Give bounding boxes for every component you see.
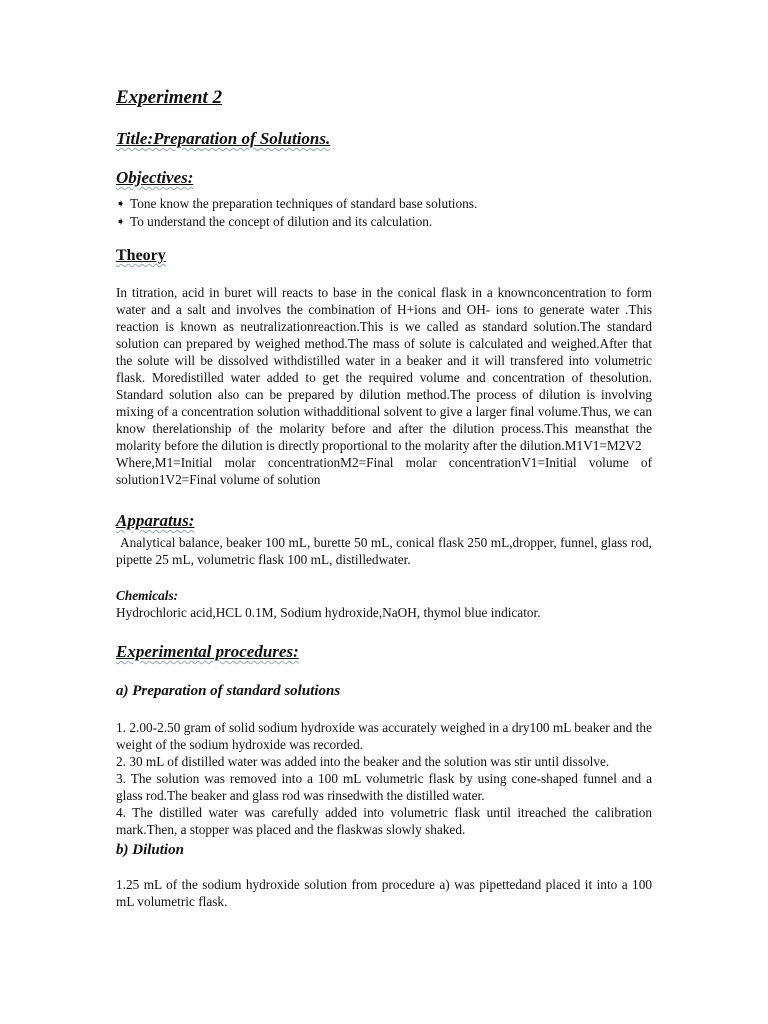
procedure-step: 2. 30 mL of distilled water was added into the beaker and the solution was stir until dissolve. (116, 754, 610, 769)
apparatus-heading-text: Apparatus: (116, 511, 195, 530)
objective-text: Tone know the preparation techniques of standard base solutions. (130, 196, 478, 211)
objectives-list (116, 195, 652, 231)
dilution-paragraph: 1.25 mL of the sodium hydroxide solution from procedure a) was pipettedand placed it into a 100 mL volumetric flask. (116, 877, 652, 909)
procedure-step: 4. The distilled water was carefully added into volumetric flask until itreached the calibration mark.Then, a stopper was placed and the flaskwas slowly shaked. (116, 805, 652, 837)
list-item (116, 195, 652, 213)
dilution-subheading: b) Dilution (116, 842, 184, 858)
procedures-heading (116, 641, 652, 663)
chemicals-paragraph: Hydrochloric acid,HCL 0.1M, Sodium hydroxide,NaOH, thymol blue indicator. (116, 605, 541, 620)
objective-text: To understand the concept of dilution and its calculation. (130, 214, 433, 229)
list-item (116, 213, 652, 231)
objectives-heading-text: Objectives: (116, 168, 194, 187)
preparation-subheading: a) Preparation of standard solutions (116, 683, 341, 699)
theory-where-paragraph: Where,M1=Initial molar concentrationM2=Final molar concentrationV1=Initial volume of solution1V2=Final volume of solution (116, 455, 652, 487)
procedures-heading-text: Experimental procedures: (116, 642, 299, 661)
document-page (116, 86, 652, 910)
objectives-heading (116, 167, 652, 189)
document-title (116, 128, 652, 150)
arrow-bullet-icon: ➧ (116, 198, 126, 210)
chemicals-heading: Chemicals: (116, 588, 179, 603)
experiment-heading: Experiment 2 (116, 87, 223, 108)
procedure-step: 1. 2.00-2.50 gram of solid sodium hydroxide was accurately weighed in a dry100 mL beaker and the weight of the sodium hydroxide was recorded. (116, 720, 652, 752)
theory-heading (116, 245, 652, 267)
apparatus-heading (116, 510, 652, 532)
theory-heading-text: Theory (116, 247, 166, 264)
preparation-steps (116, 719, 652, 838)
apparatus-paragraph: Analytical balance, beaker 100 mL, burette 50 mL, conical flask 250 mL,dropper, funnel, glass rod, pipette 25 mL, volumetric flask 100 mL, distilledwater. (116, 535, 652, 567)
theory-paragraph: In titration, acid in buret will reacts to base in the conical flask in a knownconcentration to form water and a salt and involves the combination of H+ions and OH- ions to generate water .This reaction is known as neutralizationreaction.This is we called as standard solution.The standard solution can prepared by weighed method.The mass of solute is calculated and weighed.After that the solute will be dissolved withdistilled water in a beaker and it will transfered into volumetric flask. Moredistilled water added to get the required volume and concentration of thesolution. Standard solution also can be prepared by dilution method.The process of dilution is involving mixing of a concentration solution withadditional solvent to give a larger final volume.Thus, we can know therelationship of the molarity before and after the dilution process.This meansthat the molarity before the dilution is directly proportional to the molarity after the dilution.M1V1=M2V2 (116, 285, 652, 453)
procedure-step: 3. The solution was removed into a 100 mL volumetric flask by using cone-shaped funnel and a glass rod.The beaker and glass rod was rinsedwith the distilled water. (116, 771, 652, 803)
arrow-bullet-icon: ➧ (116, 216, 126, 228)
document-title-text: Title:Preparation of Solutions. (116, 129, 331, 148)
